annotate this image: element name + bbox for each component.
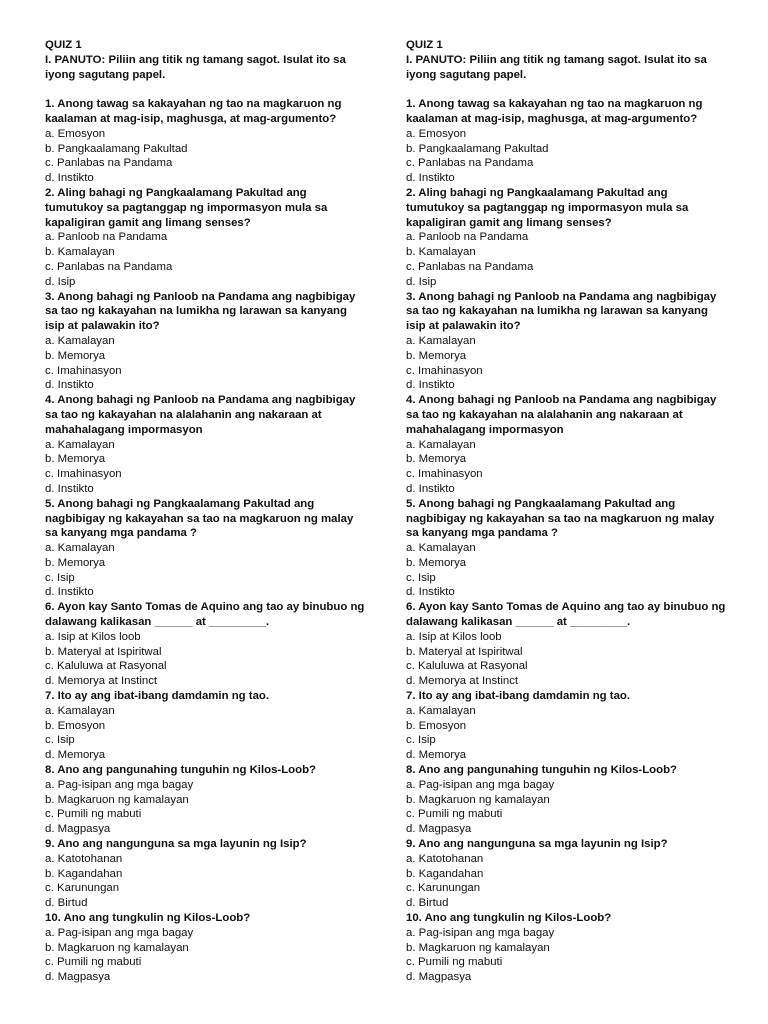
answer-option: b. Materyal at Ispiritwal (406, 645, 523, 658)
answer-option: c. Karunungan (406, 882, 481, 895)
answer-option: d. Birtud (45, 897, 88, 910)
answer-option: d. Magpasya (45, 971, 111, 984)
answer-option: c. Imahinasyon (45, 364, 122, 377)
answer-option: d. Memorya at Instinct (45, 675, 158, 688)
answer-option: d. Instikto (45, 172, 94, 185)
answer-option: a. Emosyon (45, 127, 106, 140)
answer-option: a. Pag-isipan ang mga bagay (406, 926, 555, 939)
answer-option: a. Pag-isipan ang mga bagay (45, 926, 194, 939)
question-text: 10. Ano ang tungkulin ng Kilos-Loob? (406, 912, 612, 925)
answer-option: c. Kaluluwa at Rasyonal (45, 660, 167, 673)
answer-option: b. Memorya (406, 349, 467, 362)
answer-option: b. Materyal at Ispiritwal (45, 645, 162, 658)
question-item (45, 393, 367, 497)
answer-option: d. Instikto (45, 379, 94, 392)
question-text: 3. Anong bahagi ng Panloob na Pandama ang nagbibigay sa tao ng kakayahan na lumikha ng larawan sa kanyang isip at palawakin ito? (45, 290, 356, 333)
question-item (45, 837, 367, 911)
question-text: 1. Anong tawag sa kakayahan ng tao na magkaruon ng kaalaman at mag-isip, maghusga, at mag-argumento? (406, 98, 703, 125)
answer-option: c. Panlabas na Pandama (45, 260, 173, 273)
question-item (406, 689, 728, 763)
question-item (406, 290, 728, 394)
quiz-column-left (45, 38, 367, 985)
answer-option: a. Kamalayan (406, 438, 476, 451)
answer-option: b. Kamalayan (45, 246, 115, 259)
answer-option: a. Kamalayan (45, 542, 115, 555)
answer-option: c. Panlabas na Pandama (406, 157, 534, 170)
answer-option: d. Isip (45, 275, 76, 288)
answer-option: a. Isip at Kilos loob (406, 630, 502, 643)
answer-option: d. Instikto (406, 379, 455, 392)
answer-option: b. Pangkaalamang Pakultad (45, 142, 188, 155)
answer-option: a. Emosyon (406, 127, 467, 140)
question-item (45, 497, 367, 601)
question-item (45, 97, 367, 186)
answer-option: a. Kamalayan (406, 704, 476, 717)
answer-option: d. Magpasya (45, 823, 111, 836)
answer-option: c. Imahinasyon (45, 468, 122, 481)
question-text: 7. Ito ay ang ibat-ibang damdamin ng tao. (406, 690, 631, 703)
quiz-title: QUIZ 1 (406, 39, 443, 51)
answer-option: c. Imahinasyon (406, 468, 483, 481)
answer-option: a. Panloob na Pandama (45, 231, 168, 244)
question-item (45, 763, 367, 837)
answer-option: d. Isip (406, 275, 437, 288)
answer-option: b. Magkaruon ng kamalayan (45, 941, 189, 954)
quiz-directions: I. PANUTO: Piliin ang titik ng tamang sagot. Isulat ito sa iyong sagutang papel. (45, 53, 346, 81)
question-item (45, 290, 367, 394)
question-text: 2. Aling bahagi ng Pangkaalamang Pakultad ang tumutukoy sa pagtanggap ng impormasyon mula sa kapaligiran gamit ang limang senses? (406, 186, 689, 229)
question-text: 6. Ayon kay Santo Tomas de Aquino ang tao ay binubuo ng dalawang kalikasan ______ at _________. (406, 601, 726, 629)
answer-option: b. Emosyon (45, 719, 106, 732)
answer-option: a. Pag-isipan ang mga bagay (45, 778, 194, 791)
answer-option: c. Isip (45, 571, 75, 584)
question-text: 5. Anong bahagi ng Pangkaalamang Pakultad ang nagbibigay ng kakayahan sa tao na magkaruon ng malay sa kanyang mga pandama ? (45, 497, 354, 540)
answer-option: d. Memorya at Instinct (406, 675, 519, 688)
answer-option: b. Memorya (406, 453, 467, 466)
answer-option: a. Kamalayan (406, 334, 476, 347)
answer-option: a. Katotohanan (406, 852, 484, 865)
answer-option: d. Instikto (45, 482, 94, 495)
quiz-directions: I. PANUTO: Piliin ang titik ng tamang sagot. Isulat ito sa iyong sagutang papel. (406, 53, 707, 81)
answer-option: b. Pangkaalamang Pakultad (406, 142, 549, 155)
quiz-title: QUIZ 1 (45, 39, 82, 51)
answer-option: c. Panlabas na Pandama (406, 260, 534, 273)
question-text: 8. Ano ang pangunahing tunguhin ng Kilos-Loob? (406, 764, 678, 777)
question-item (45, 600, 367, 689)
answer-option: b. Magkaruon ng kamalayan (45, 793, 189, 806)
answer-option: c. Imahinasyon (406, 364, 483, 377)
answer-option: a. Kamalayan (406, 542, 476, 555)
question-text: 2. Aling bahagi ng Pangkaalamang Pakultad ang tumutukoy sa pagtanggap ng impormasyon mula sa kapaligiran gamit ang limang senses? (45, 186, 328, 229)
answer-option: d. Magpasya (406, 823, 472, 836)
question-text: 8. Ano ang pangunahing tunguhin ng Kilos-Loob? (45, 764, 317, 777)
answer-option: a. Kamalayan (45, 704, 115, 717)
answer-option: c. Pumili ng mabuti (45, 956, 142, 969)
answer-option: c. Isip (406, 734, 436, 747)
answer-option: c. Pumili ng mabuti (406, 808, 503, 821)
answer-option: d. Magpasya (406, 971, 472, 984)
answer-option: d. Memorya (406, 749, 467, 762)
question-item (45, 689, 367, 763)
question-item (406, 911, 728, 985)
answer-option: a. Panloob na Pandama (406, 231, 529, 244)
question-text: 6. Ayon kay Santo Tomas de Aquino ang tao ay binubuo ng dalawang kalikasan ______ at _________. (45, 601, 365, 629)
question-text: 10. Ano ang tungkulin ng Kilos-Loob? (45, 912, 251, 925)
answer-option: b. Kagandahan (406, 867, 484, 880)
question-item (406, 837, 728, 911)
answer-option: a. Pag-isipan ang mga bagay (406, 778, 555, 791)
answer-option: b. Memorya (406, 556, 467, 569)
answer-option: c. Kaluluwa at Rasyonal (406, 660, 528, 673)
answer-option: d. Instikto (45, 586, 94, 599)
answer-option: a. Katotohanan (45, 852, 123, 865)
answer-option: c. Panlabas na Pandama (45, 157, 173, 170)
answer-option: a. Kamalayan (45, 438, 115, 451)
answer-option: d. Birtud (406, 897, 449, 910)
answer-option: d. Memorya (45, 749, 106, 762)
question-item (45, 911, 367, 985)
answer-option: d. Instikto (406, 172, 455, 185)
answer-option: a. Isip at Kilos loob (45, 630, 141, 643)
question-text: 9. Ano ang nangunguna sa mga layunin ng Isip? (45, 838, 307, 851)
answer-option: b. Magkaruon ng kamalayan (406, 941, 550, 954)
question-text: 3. Anong bahagi ng Panloob na Pandama ang nagbibigay sa tao ng kakayahan na lumikha ng larawan sa kanyang isip at palawakin ito? (406, 290, 717, 333)
question-item (406, 393, 728, 497)
answer-option: d. Instikto (406, 482, 455, 495)
question-item (406, 97, 728, 186)
quiz-column-right (406, 38, 728, 985)
question-item (406, 186, 728, 290)
answer-option: b. Memorya (45, 453, 106, 466)
answer-option: b. Emosyon (406, 719, 467, 732)
answer-option: b. Memorya (45, 349, 106, 362)
question-text: 5. Anong bahagi ng Pangkaalamang Pakultad ang nagbibigay ng kakayahan sa tao na magkaruon ng malay sa kanyang mga pandama ? (406, 497, 715, 540)
answer-option: b. Kamalayan (406, 246, 476, 259)
answer-option: c. Isip (45, 734, 75, 747)
question-text: 4. Anong bahagi ng Panloob na Pandama ang nagbibigay sa tao ng kakayahan na alalahanin ang nakaraan at mahahalagang impormasyon (406, 394, 717, 436)
answer-option: c. Pumili ng mabuti (406, 956, 503, 969)
question-item (406, 763, 728, 837)
question-item (45, 186, 367, 290)
answer-option: b. Magkaruon ng kamalayan (406, 793, 550, 806)
answer-option: c. Isip (406, 571, 436, 584)
question-item (406, 600, 728, 689)
answer-option: d. Instikto (406, 586, 455, 599)
answer-option: c. Pumili ng mabuti (45, 808, 142, 821)
question-text: 4. Anong bahagi ng Panloob na Pandama ang nagbibigay sa tao ng kakayahan na alalahanin ang nakaraan at mahahalagang impormasyon (45, 394, 356, 436)
question-text: 1. Anong tawag sa kakayahan ng tao na magkaruon ng kaalaman at mag-isip, maghusga, at mag-argumento? (45, 98, 342, 125)
answer-option: c. Karunungan (45, 882, 120, 895)
question-list (45, 97, 367, 985)
question-list (406, 97, 728, 985)
answer-option: b. Memorya (45, 556, 106, 569)
answer-option: b. Kagandahan (45, 867, 123, 880)
question-text: 7. Ito ay ang ibat-ibang damdamin ng tao. (45, 690, 270, 703)
answer-option: a. Kamalayan (45, 334, 115, 347)
question-item (406, 497, 728, 601)
question-text: 9. Ano ang nangunguna sa mga layunin ng Isip? (406, 838, 668, 851)
